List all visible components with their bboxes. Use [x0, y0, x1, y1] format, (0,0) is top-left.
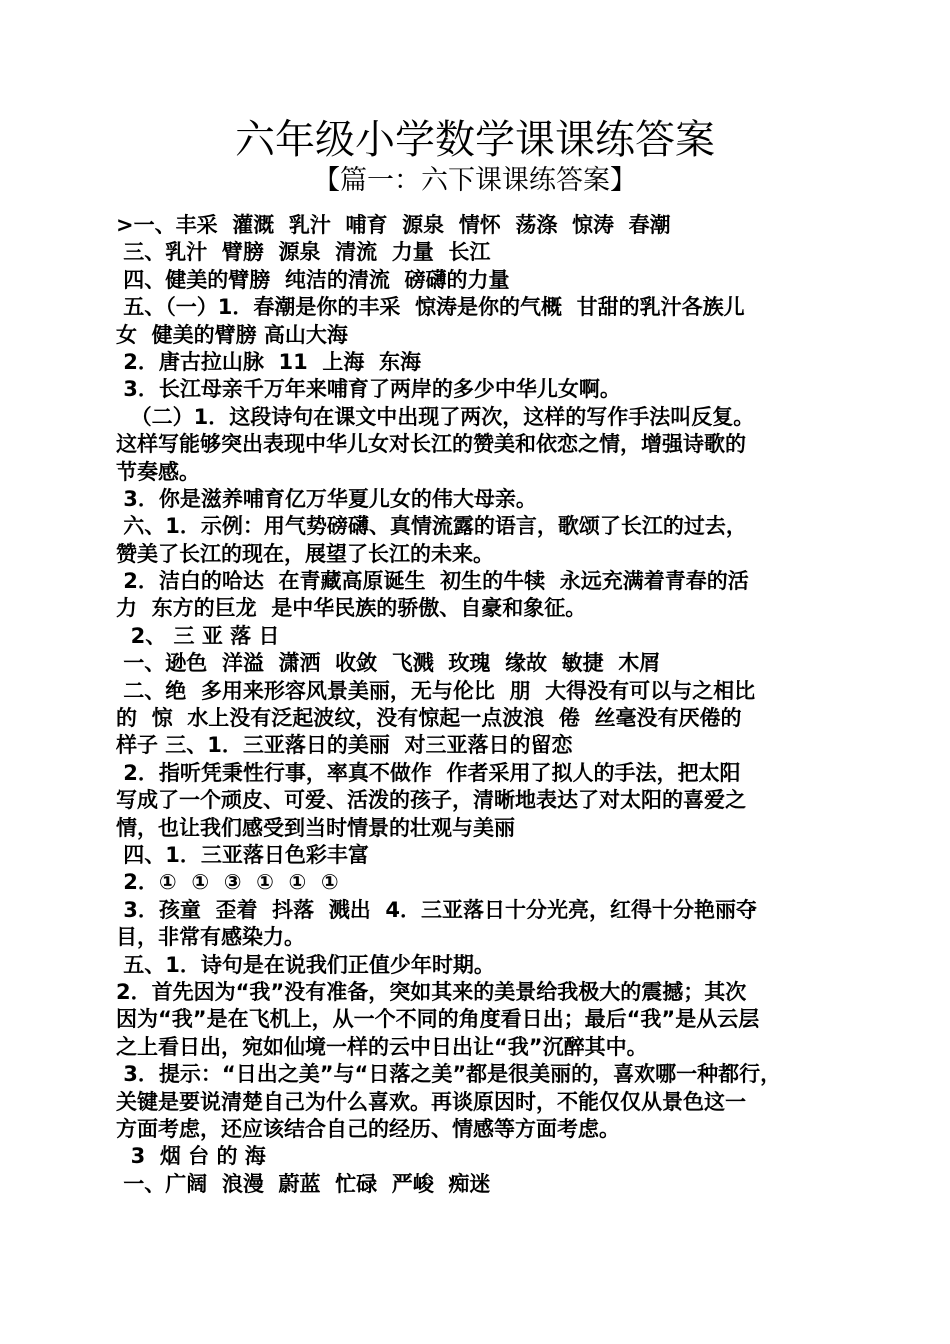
text-line: 情，也让我们感受到当时情景的壮观与美丽: [116, 815, 515, 840]
text-line: 2．洁白的哈达 在青藏高原诞生 初生的牛犊 永远充满着青春的活: [116, 569, 749, 594]
text-line: 2．首先因为“我”没有准备，突如其来的美景给我极大的震撼；其次: [116, 979, 747, 1004]
text-line: 节奏感。: [116, 459, 200, 484]
text-line: 二、绝 多用来形容风景美丽，无与伦比 朋 大得没有可以与之相比: [116, 678, 756, 703]
text-line: 女 健美的臂膀 高山大海: [116, 322, 348, 347]
text-line: 目，非常有感染力。: [116, 925, 305, 950]
document-title: 六年级小学数学课课练答案: [235, 117, 715, 163]
text-line: 三、乳汁 臂膀 源泉 清流 力量 长江: [116, 240, 491, 265]
text-line: 一、逊色 洋溢 潇洒 收敛 飞溅 玫瑰 缘故 敏捷 木屑: [116, 651, 661, 676]
text-line: 五、（一）1．春潮是你的丰采 惊涛是你的气概 甘甜的乳汁各族儿: [116, 295, 745, 320]
text-line: 2．① ① ③ ① ① ①: [116, 870, 339, 895]
text-line: 3．你是滋养哺育亿万华夏儿女的伟大母亲。: [116, 486, 537, 511]
text-line: 力 东方的巨龙 是中华民族的骄傲、自豪和象征。: [116, 596, 587, 621]
text-line: 方面考虑，还应该结合自己的经历、情感等方面考虑。: [116, 1116, 620, 1141]
text-line: 六、1．示例：用气势磅礴、真情流露的语言，歌颂了长江的过去，: [116, 514, 747, 539]
text-line: 3 烟 台 的 海: [116, 1144, 266, 1169]
text-line: 2、 三 亚 落 日: [116, 623, 280, 648]
text-line: 3．长江母亲千万年来哺育了两岸的多少中华儿女啊。: [116, 377, 621, 402]
text-line: 2．指听凭秉性行事，率真不做作 作者采用了拟人的手法，把太阳: [116, 760, 741, 785]
text-line: 3．孩童 歪着 抖落 溅出 4．三亚落日十分光亮，红得十分艳丽夺: [116, 897, 758, 922]
text-line: 2．唐古拉山脉 11 上海 东海: [116, 349, 422, 374]
text-line: 因为“我”是在飞机上，从一个不同的角度看日出；最后“我”是从云层: [116, 1007, 760, 1032]
document-body: [116, 212, 840, 1198]
text-line: 一、广阔 浪漫 蔚蓝 忙碌 严峻 痴迷: [116, 1171, 491, 1196]
document-subtitle: 【篇一：六下课课练答案】: [313, 165, 637, 196]
text-line: 之上看日出，宛如仙境一样的云中日出让“我”沉醉其中。: [116, 1034, 648, 1059]
text-line: 样子 三、1．三亚落日的美丽 对三亚落日的留恋: [116, 733, 573, 758]
text-line: （二）1．这段诗句在课文中出现了两次，这样的写作手法叫反复。: [116, 404, 755, 429]
text-line: >一、丰采 灌溉 乳汁 哺育 源泉 情怀 荡涤 惊涛 春潮: [116, 213, 671, 237]
text-line: 的 惊 水上没有泛起波纹，没有惊起一点波浪 倦 丝毫没有厌倦的: [116, 706, 742, 731]
text-line: 赞美了长江的现在，展望了长江的未来。: [116, 541, 494, 566]
text-line: 这样写能够突出表现中华儿女对长江的赞美和依恋之情，增强诗歌的: [116, 432, 746, 457]
text-line: 五、1．诗句是在说我们正值少年时期。: [116, 952, 495, 977]
text-line: 四、健美的臂膀 纯洁的清流 磅礴的力量: [116, 267, 510, 292]
text-line: 关键是要说清楚自己为什么喜欢。再谈原因时，不能仅仅从景色这一: [116, 1089, 746, 1114]
text-line: 写成了一个顽皮、可爱、活泼的孩子，清晰地表达了对太阳的喜爱之: [116, 788, 746, 813]
text-line: 四、1．三亚落日色彩丰富: [116, 842, 369, 867]
text-line: 3．提示：“日出之美”与“日落之美”都是很美丽的，喜欢哪一种都行，: [116, 1062, 782, 1087]
